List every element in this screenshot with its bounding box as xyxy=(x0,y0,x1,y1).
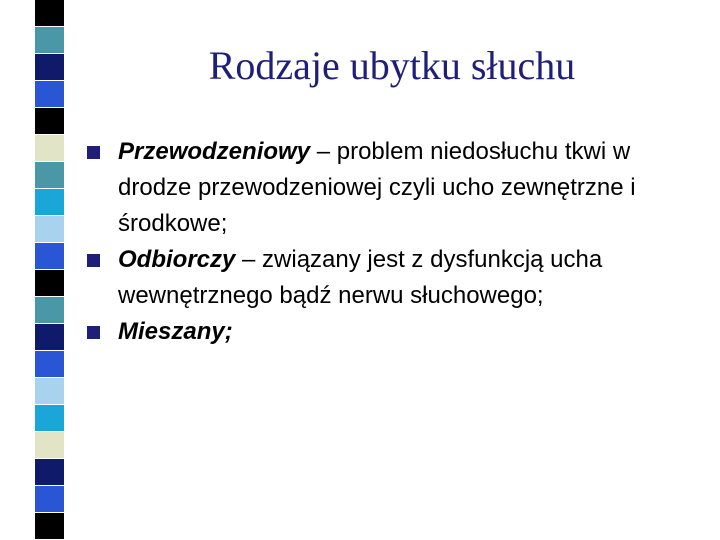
bullet-item-mieszany xyxy=(0,314,700,350)
square-bullet-icon xyxy=(87,254,100,267)
bullet-text: – związany jest z dysfunkcją ucha wewnętrznego bądź nerwu słuchowego; xyxy=(118,246,603,309)
bullet-item-odbiorczy xyxy=(0,242,700,314)
stripe-block xyxy=(35,432,64,458)
stripe-block xyxy=(35,27,64,53)
stripe-block xyxy=(35,0,64,26)
stripe-block xyxy=(35,459,64,485)
stripe-block xyxy=(35,486,64,512)
square-bullet-icon xyxy=(87,326,100,339)
stripe-block xyxy=(35,378,64,404)
stripe-block xyxy=(35,351,64,377)
bullet-term: Mieszany; xyxy=(118,318,233,345)
slide-title: Rodzaje ubytku słuchu xyxy=(208,43,576,88)
bullet-list xyxy=(0,134,720,350)
stripe-block xyxy=(35,405,64,431)
bullet-term: Przewodzeniowy xyxy=(118,138,311,165)
stripe-block xyxy=(35,81,64,107)
bullet-text: – problem niedosłuchu tkwi w drodze przewodzeniowej czyli ucho zewnętrzne i środkowe; xyxy=(118,138,636,237)
stripe-block xyxy=(35,513,64,539)
bullet-item-przewodzeniowy xyxy=(0,134,700,242)
bullet-term: Odbiorczy xyxy=(118,246,236,273)
square-bullet-icon xyxy=(87,146,100,159)
stripe-block xyxy=(35,108,64,134)
stripe-block xyxy=(35,54,64,80)
